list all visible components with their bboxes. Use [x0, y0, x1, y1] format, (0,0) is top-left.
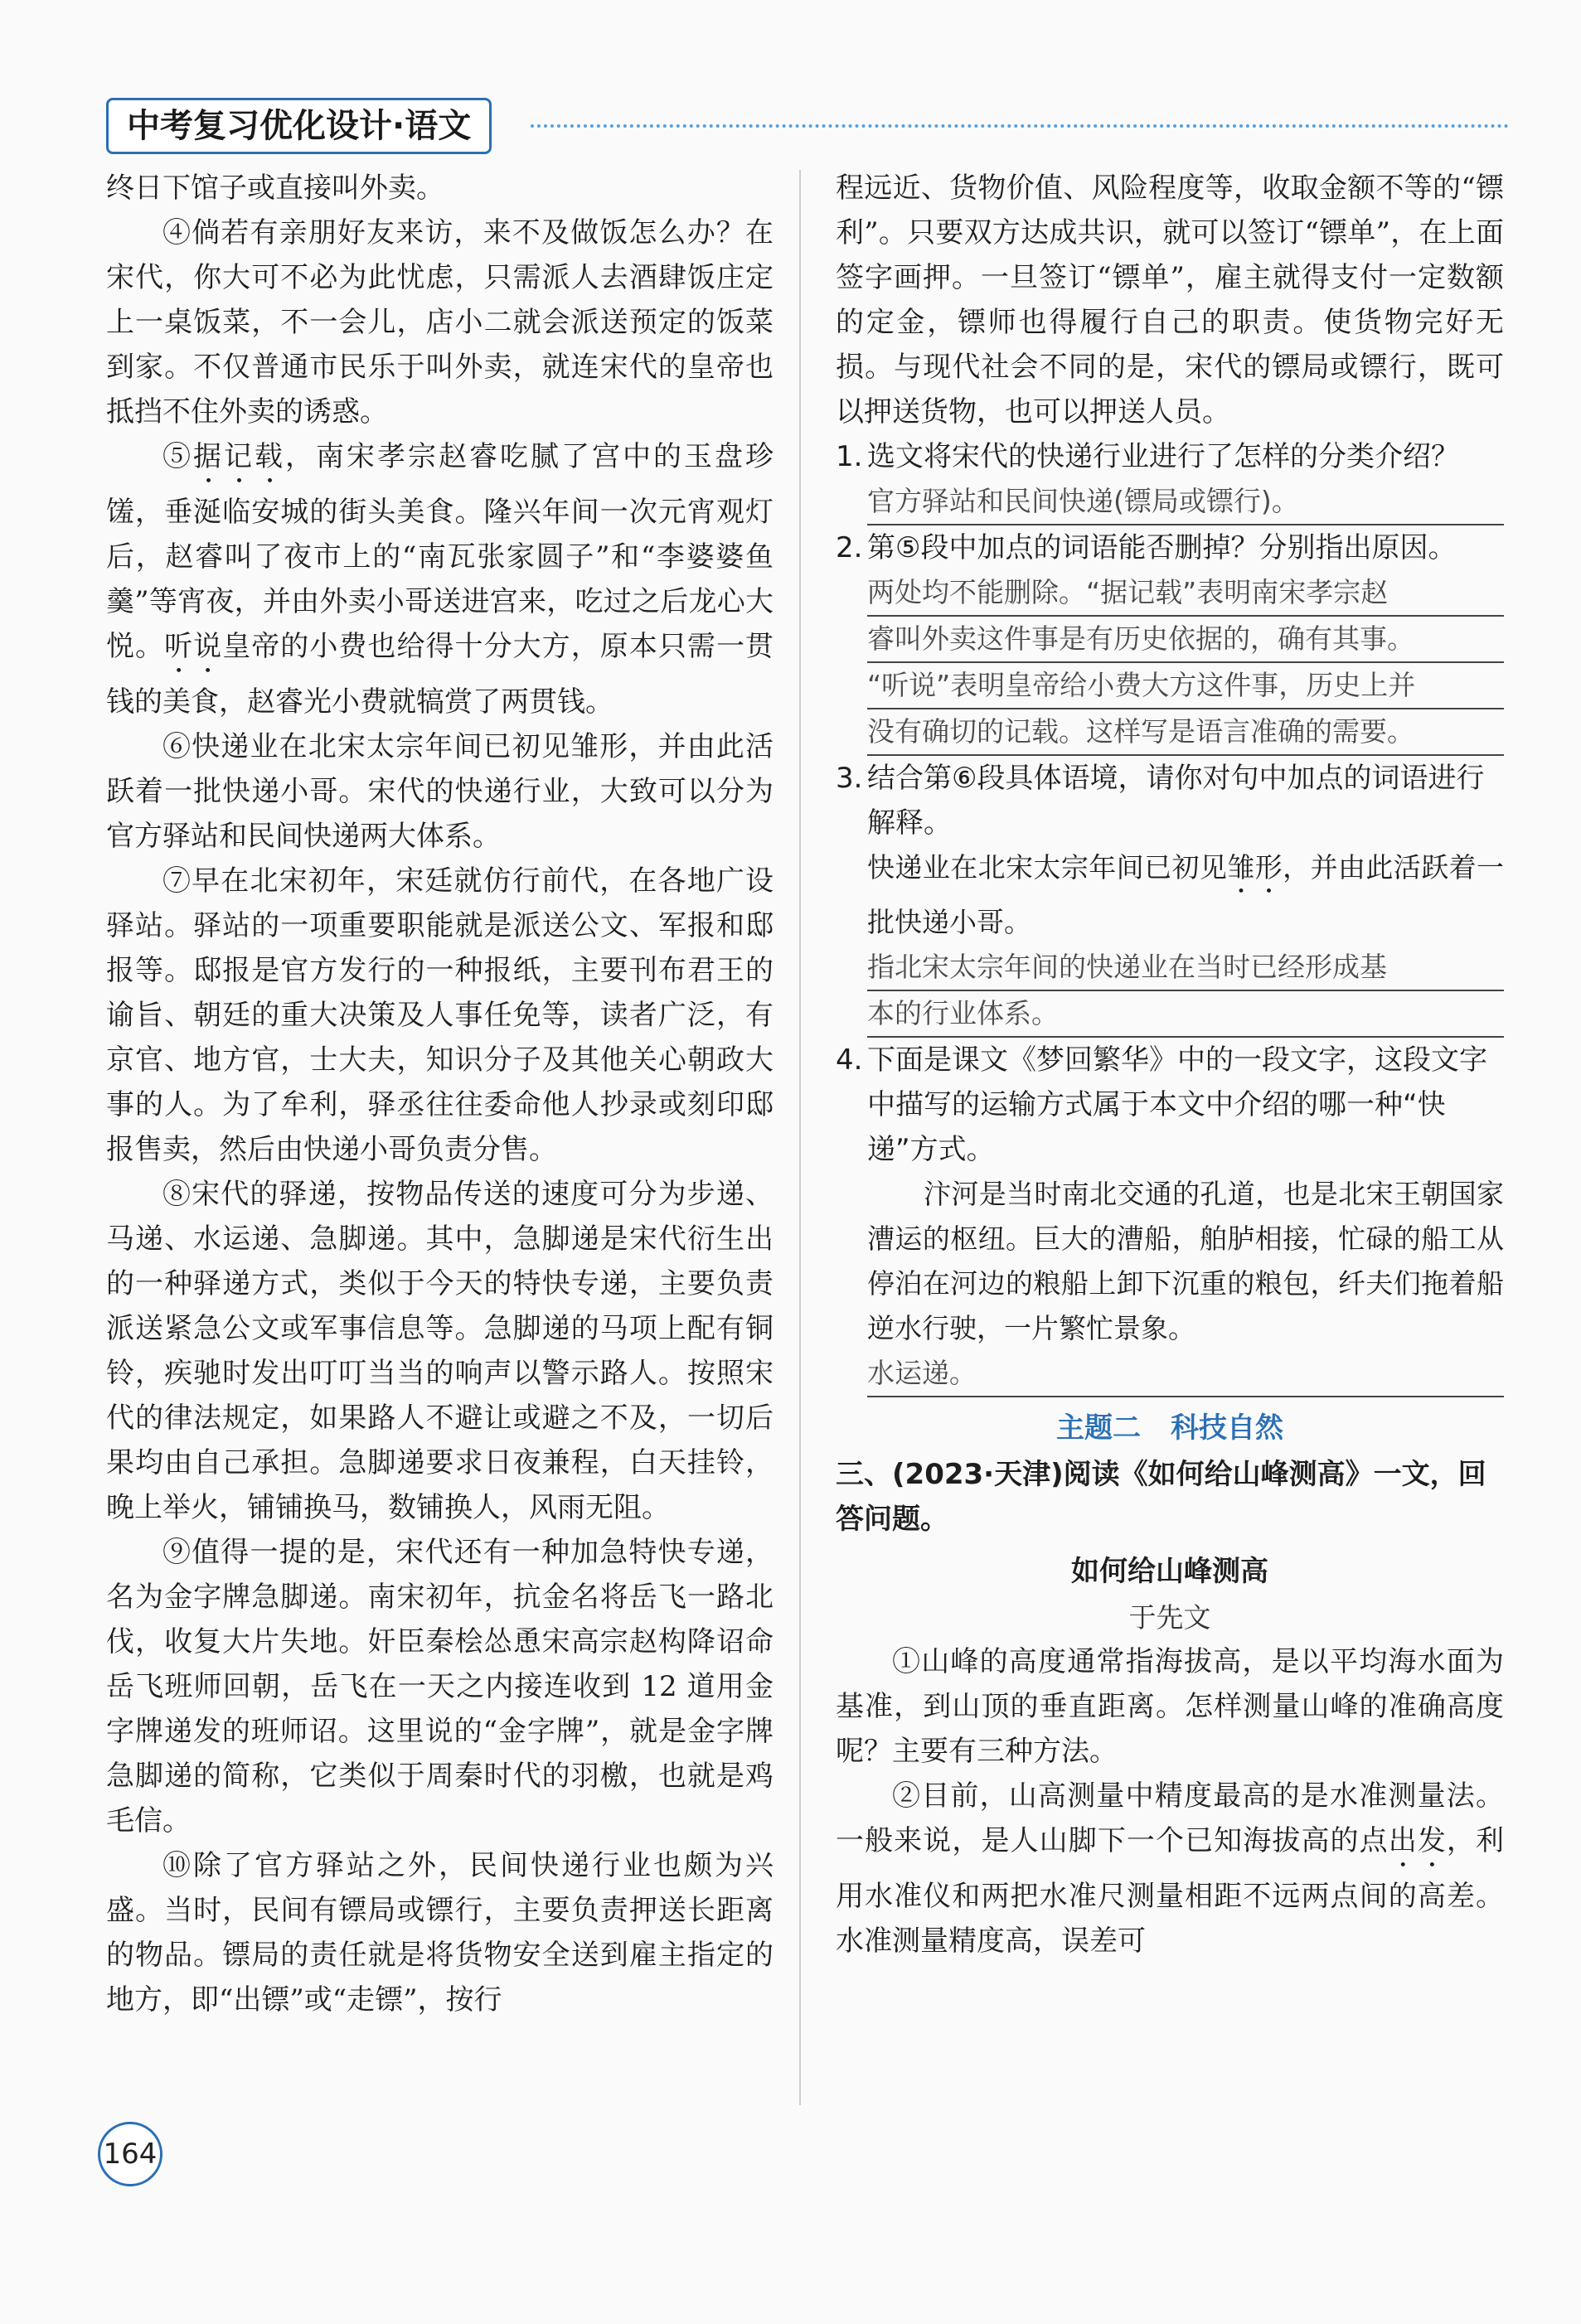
- answer-line: “听说”表明皇帝给小费大方这件事，历史上并: [867, 663, 1504, 709]
- emphasized-word: 出发: [1388, 1824, 1447, 1857]
- paragraph-5-text-1: ，南宋孝宗赵睿吃腻了宫中的玉盘珍馐，垂涎临安城的街头美食。隆兴年间一次元宵观灯后，赵睿叫了夜市上的“南瓦张家圆子”和“李婆婆鱼羹”等宵夜，并由外卖小哥送进宫来，吃过之后龙心大悦。: [106, 440, 774, 663]
- question-3: [836, 756, 1504, 845]
- column-divider: [799, 170, 801, 2105]
- paragraph-4: ④倘若有亲朋好友来访，来不及做饭怎么办？在宋代，你大可不必为此忧虑，只需派人去酒肆饭庄定上一桌饭菜，不一会儿，店小二就会派送预定的饭菜到家。不仅普通市民乐于叫外卖，就连宋代的皇帝也抵挡不住外卖的诱惑。: [106, 216, 774, 428]
- question-3-quote: [867, 845, 1504, 945]
- question-number: 2.: [836, 531, 863, 564]
- paragraph-5-text-2: 皇帝的小费也给得十分大方，原本只需一贯钱的美食，赵睿光小费就犒赏了两贯钱。: [106, 630, 774, 719]
- emphasized-word-1: 据记载: [193, 440, 285, 473]
- question-4: [836, 1038, 1504, 1172]
- paragraph-10: ⑩除了官方驿站之外，民间快递行业也颇为兴盛。当时，民间有镖局或镖行，主要负责押送长距离的物品。镖局的责任就是将货物安全送到雇主指定的地方，即“出镖”或“走镖”，按行: [106, 1849, 774, 2017]
- article-paragraph-2: [836, 1774, 1504, 1963]
- question-number: 4.: [836, 1043, 863, 1077]
- answer-line: 睿叫外卖这件事是有历史依据的，确有其事。: [867, 617, 1504, 663]
- question-text: 结合第⑥段具体语境，请你对句中加点的词语进行解释。: [867, 762, 1485, 840]
- topic-name: 科技自然: [1171, 1411, 1283, 1445]
- article-text-1: ②目前，山高测量中精度最高的是水准测量法。一般来说，是人山脚下一个已知海拔高的点: [836, 1779, 1504, 1857]
- article-author: 于先文: [1128, 1601, 1211, 1634]
- question-1: [836, 434, 1504, 479]
- article-text-2: ，利用水准仪和两把水准尺测量相距不远两点间的高差。水准测量精度高，误差可: [836, 1824, 1505, 1958]
- right-column: [836, 166, 1504, 1963]
- answer-2: [867, 570, 1504, 756]
- answer-line: 本的行业体系。: [867, 991, 1504, 1038]
- paragraph-9: ⑨值得一提的是，宋代还有一种加急特快专递，名为金字牌急脚递。南宋初年，抗金名将岳飞一路北伐，收复大片失地。奸臣秦桧怂恿宋高宗赵构降诏命岳飞班师回朝，岳飞在一天之内接连收到 12 道用金字牌递发的班师诏。这里说的“金字牌”，就是金字牌急脚递的简称，它类似于周秦时代的羽檄，也就是鸡毛信。: [106, 1536, 774, 1837]
- paragraph-6: ⑥快递业在北宋太宗年间已初见雏形，并由此活跃着一批快递小哥。宋代的快递行业，大致可以分为官方驿站和民间快递两大体系。: [106, 730, 774, 853]
- answer-4: [867, 1351, 1504, 1397]
- section-heading: 三、(2023·天津)阅读《如何给山峰测高》一文，回答问题。: [836, 1458, 1486, 1536]
- left-column: [106, 166, 774, 2022]
- emphasized-word-2: 听说: [164, 630, 223, 663]
- quote-text-2: ，并由此活跃着一批快递小哥。: [867, 851, 1505, 938]
- answer-line: 水运递。: [867, 1351, 1504, 1397]
- article-title: 如何给山峰测高: [1071, 1555, 1268, 1588]
- question-number: 3.: [836, 762, 863, 795]
- page-number: 164: [98, 2122, 162, 2186]
- answer-line: 官方驿站和民间快递(镖局或镖行)。: [867, 479, 1504, 525]
- question-text: 选文将宋代的快递行业进行了怎样的分类介绍？: [867, 440, 1459, 473]
- question-4-quote: 汴河是当时南北交通的孔道，也是北宋王朝国家漕运的枢纽。巨大的漕船，舶胪相接，忙碌的船工从停泊在河边的粮船上卸下沉重的粮包，纤夫们拖着船逆水行驶，一片繁忙景象。: [867, 1178, 1504, 1344]
- paragraph-8: ⑧宋代的驿递，按物品传送的速度可分为步递、马递、水运递、急脚递。其中，急脚递是宋代衍生出的一种驿递方式，类似于今天的特快专递，主要负责派送紧急公文或军事信息等。急脚递的马项上配有铜铃，疾驰时发出叮叮当当的响声以警示路人。按照宋代的律法规定，如果路人不避让或避之不及，一切后果均由自己承担。急脚递要求日夜兼程，白天挂铃，晚上举火，铺铺换马，数铺换人，风雨无阻。: [106, 1178, 774, 1524]
- page-header: [99, 93, 1509, 159]
- topic-label: 主题二: [1056, 1411, 1141, 1445]
- answer-line: 指北宋太宗年间的快递业在当时已经形成基: [867, 945, 1504, 991]
- book-title: 中考复习优化设计·语文: [106, 98, 492, 154]
- article-paragraph-1: ①山峰的高度通常指海拔高，是以平均海水面为基准，到山顶的垂直距离。怎样测量山峰的准确高度呢？主要有三种方法。: [836, 1645, 1504, 1768]
- paragraph-7: ⑦早在北宋初年，宋廷就仿行前代，在各地广设驿站。驿站的一项重要职能就是派送公文、军报和邸报等。邸报是官方发行的一种报纸，主要刊布君王的谕旨、朝廷的重大决策及人事任免等，读者广泛，有京官、地方官，士大夫，知识分子及其他关心朝政大事的人。为了牟利，驿丞往往委命他人抄录或刻印邸报售卖，然后由快递小哥负责分售。: [106, 864, 774, 1166]
- emphasized-word: 雏形: [1227, 851, 1283, 884]
- answer-3: [867, 945, 1504, 1038]
- question-number: 1.: [836, 440, 863, 473]
- paragraph-5-num: ⑤: [162, 440, 193, 473]
- quote-text-1: 快递业在北宋太宗年间已初见: [867, 851, 1228, 884]
- answer-line: 两处均不能删除。“据记载”表明南宋孝宗赵: [867, 570, 1504, 617]
- paragraph-5: [106, 434, 774, 724]
- topic-heading: [836, 1404, 1504, 1452]
- question-text: 下面是课文《梦回繁华》中的一段文字，这段文字中描写的运输方式属于本文中介绍的哪一种“快递”方式。: [867, 1043, 1487, 1166]
- question-2: [836, 525, 1504, 570]
- header-dotted-rule: [531, 124, 1509, 128]
- paragraph-continuation: 终日下馆子或直接叫外卖。: [106, 172, 444, 205]
- paragraph-10-continuation: 程远近、货物价值、风险程度等，收取金额不等的“镖利”。只要双方达成共识，就可以签订“镖单”，在上面签字画押。一旦签订“镖单”，雇主就得支付一定数额的定金，镖师也得履行自己的职责。使货物完好无损。与现代社会不同的是，宋代的镖局或镖行，既可以押送货物，也可以押送人员。: [836, 172, 1504, 428]
- answer-line: 没有确切的记载。这样写是语言准确的需要。: [867, 709, 1504, 756]
- question-text: 第⑤段中加点的词语能否删掉？分别指出原因。: [867, 531, 1457, 564]
- answer-1: [867, 479, 1504, 525]
